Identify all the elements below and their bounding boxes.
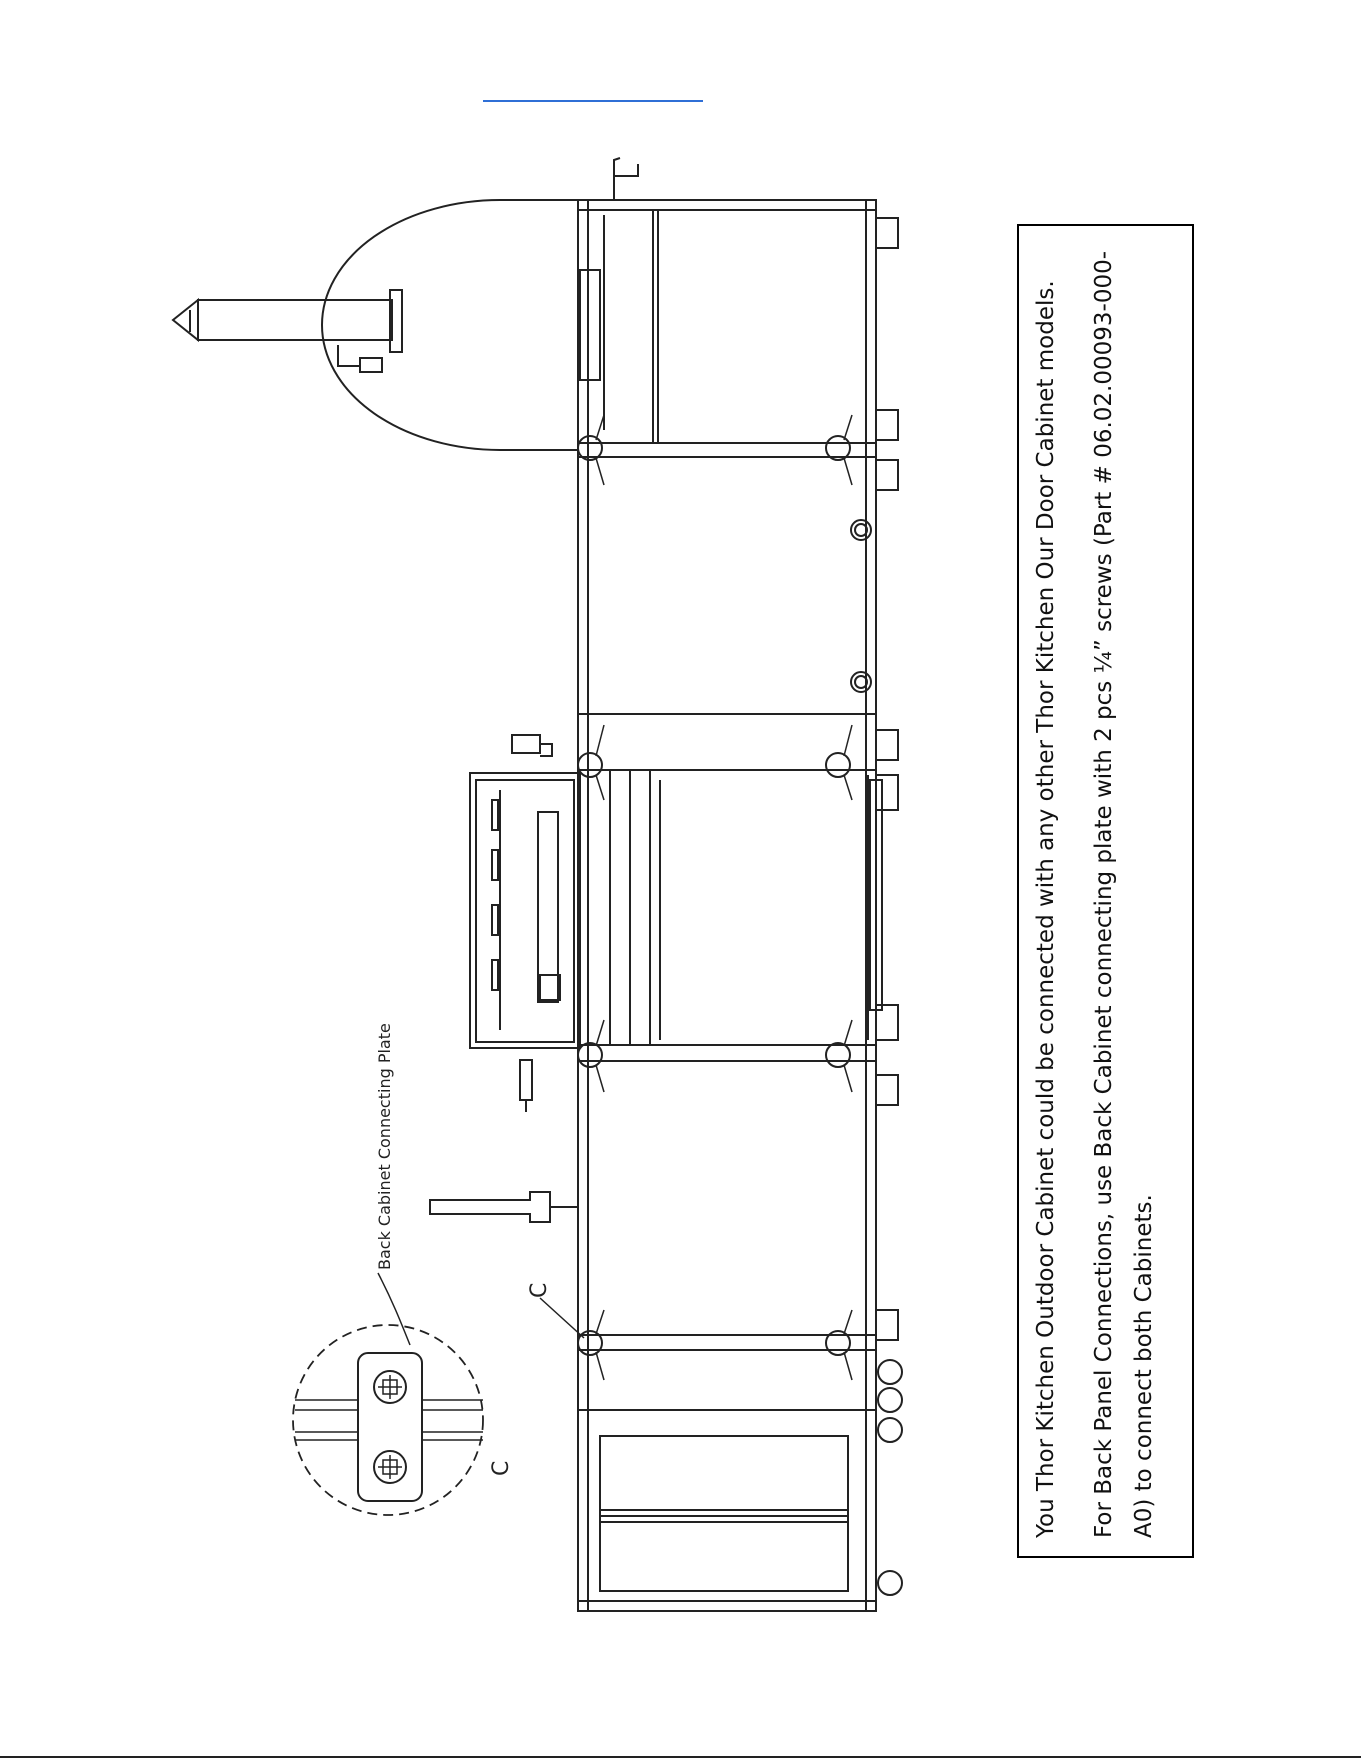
page-bottom-rule bbox=[0, 1756, 1361, 1758]
oven-handle bbox=[338, 345, 382, 372]
chimney-pipe bbox=[198, 300, 392, 340]
cabinet-outline bbox=[578, 200, 876, 1611]
note-line-1: You Thor Kitchen Outdoor Cabinet could be connected with any other Thor Kitchen Our Door Cabinet models. bbox=[1032, 280, 1059, 1538]
gas-hose bbox=[430, 1192, 550, 1222]
pizza-oven-dome bbox=[322, 200, 578, 450]
control-knob bbox=[512, 735, 540, 753]
top-rod bbox=[614, 158, 638, 200]
instruction-note-box bbox=[1017, 224, 1194, 1558]
instruction-note bbox=[1026, 236, 1186, 1546]
connection-plates bbox=[578, 436, 850, 1355]
callout-label: Back Cabinet Connecting Plate bbox=[375, 1023, 394, 1270]
casters bbox=[876, 218, 902, 1595]
note-line-2: For Back Panel Connections, use Back Cabinet connecting plate with 2 pcs ¼” screws (Part # 06.02.00093-000-A0) to connect both Cabinets. bbox=[1090, 250, 1157, 1538]
detail-letter: C bbox=[489, 1460, 514, 1476]
grill-head bbox=[470, 773, 580, 1048]
marker-letter: C bbox=[527, 1282, 552, 1298]
igniter-handle bbox=[520, 1060, 532, 1112]
chimney-cap bbox=[173, 300, 198, 340]
